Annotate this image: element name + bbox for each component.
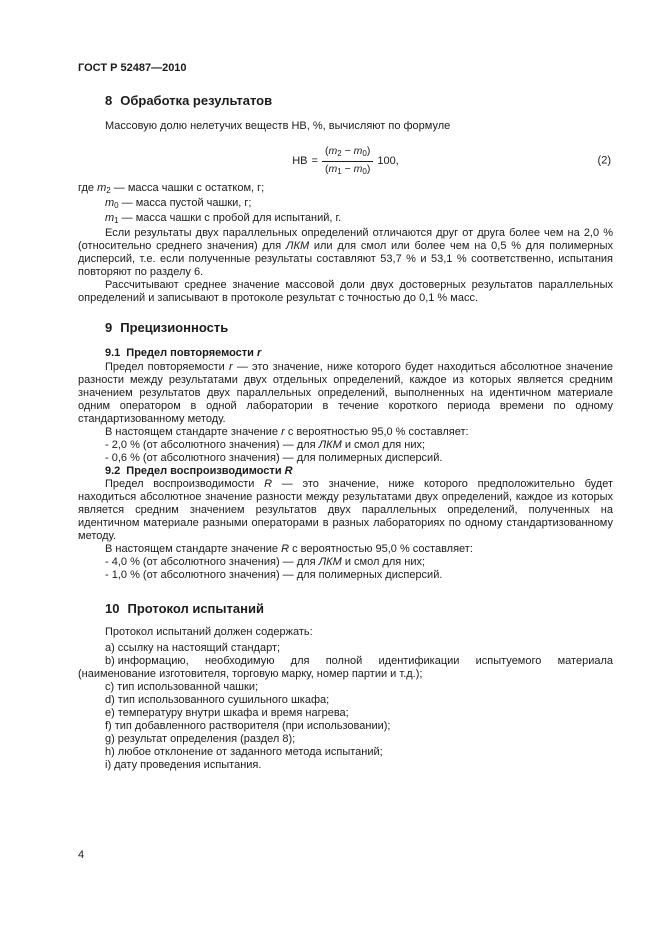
- protocol-item-a: a) ссылку на настоящий стандарт;: [105, 642, 281, 654]
- section-10-intro: Протокол испытаний должен содержать:: [105, 626, 313, 638]
- reproducibility-bullet-1: - 4,0 % (от абсолютного значения) — для ЛКМ и смол для них;: [105, 556, 426, 568]
- formula: [292, 145, 399, 178]
- section-9-1-heading: [78, 347, 613, 360]
- section-8-number: 8: [105, 93, 113, 108]
- formula-multiplier: 100,: [377, 154, 399, 167]
- protocol-item-c: c) тип использованной чашки;: [105, 681, 259, 693]
- formula-block: [78, 142, 613, 180]
- section-8-title: Обработка результатов: [120, 93, 273, 108]
- section-9-number: 9: [105, 320, 113, 335]
- protocol-item-i: i) дату проведения испытания.: [105, 759, 262, 771]
- reproducibility-bullet-2: - 1,0 % (от абсолютного значения) — для полимерных дисперсий.: [105, 569, 443, 581]
- section-9-heading: [78, 320, 613, 335]
- formula-equals-sign: =: [311, 154, 318, 167]
- formula-fraction: [322, 145, 373, 178]
- page-number: 4: [78, 849, 85, 861]
- section-9-1-number: 9.1: [105, 347, 121, 359]
- para-reproducibility: Предел воспроизводимости R — это значение, ниже которого предположительно будет находиться абсолютное значение разности между результатами двух определений, каждое из которых является средним значением результатов двух параллельных определений, полученных на идентичном материале разными операторами в разных лабораториях по одному стандартизованному методу.: [78, 478, 613, 542]
- formula-legend: [78, 182, 613, 227]
- formula-lhs: НВ: [292, 154, 308, 167]
- legend-line-m2: где $m_2$ — масса чашки с остатком, г;: [78, 182, 265, 195]
- section-9-1-title: Предел повторяемости r: [126, 347, 262, 359]
- para-average: Рассчитывают среднее значение массовой доли двух достоверных результатов параллельных определений и записывают в протоколе результат с точностью до 0,1 % масс.: [78, 279, 613, 304]
- repeatability-bullet-2: - 0,6 % (от абсолютного значения) — для полимерных дисперсий.: [105, 452, 443, 464]
- doc-header: ГОСТ Р 52487—2010: [78, 62, 187, 74]
- section-9-title: Прецизионность: [120, 320, 229, 335]
- protocol-items: [78, 642, 613, 772]
- protocol-item-g: g) результат определения (раздел 8);: [105, 733, 296, 745]
- protocol-item-d: d) тип использованного сушильного шкафа;: [105, 694, 330, 706]
- legend-line-m1: $m_1$ — масса чашки с пробой для испытаний, г.: [105, 212, 342, 225]
- section-9-2-number: 9.2: [105, 465, 121, 477]
- section-9-2-heading: [78, 465, 613, 478]
- formula-numerator: $(m_2 - m_0)$: [322, 145, 373, 162]
- repeatability-value-intro: В настоящем стандарте значение r с вероятностью 95,0 % составляет:: [105, 426, 469, 438]
- para-repeatability: Предел повторяемости r — это значение, ниже которого будет находиться абсолютное значение разности между результатами двух отдельных определений, каждое из которых является средним значением результатов двух параллельных определений, выполненных на идентичном материале одним оператором в одной лаборатории в течение короткого периода времени по одному стандартизованному методу.: [78, 361, 613, 425]
- equation-number: (2): [597, 154, 611, 167]
- section-8-intro: Массовую долю нелетучих веществ НВ, %, вычисляют по формуле: [105, 120, 451, 132]
- reproducibility-value-intro: В настоящем стандарте значение R с вероятностью 95,0 % составляет:: [105, 543, 473, 555]
- section-9-2-title: Предел воспроизводимости R: [126, 465, 293, 477]
- page-content: [78, 62, 613, 772]
- section-8-heading: [78, 93, 613, 108]
- protocol-item-b: b) информацию, необходимую для полной идентификации испытуемого материала (наименование изготовителя, торговую марку, номер партии и т.д.);: [78, 655, 613, 680]
- repeatability-bullet-1: - 2,0 % (от абсолютного значения) — для ЛКМ и смол для них;: [105, 439, 426, 451]
- legend-line-m0: $m_0$ — масса пустой чашки, г;: [105, 197, 252, 210]
- protocol-item-f: f) тип добавленного растворителя (при использовании);: [105, 720, 391, 732]
- section-10-number: 10: [105, 601, 120, 616]
- section-10-heading: [78, 601, 613, 616]
- formula-denominator: $(m_1 - m_0)$: [324, 162, 371, 176]
- para-discrepancy: Если результаты двух параллельных определений отличаются друг от друга более чем на 2,0 % (относительно среднего значения) для ЛКМ или для смол или более чем на 0,5 % для полимерных дисперсий, т.е. если полученные результаты составляют 53,7 % и 53,1 % соответственно, испытания повторяют по разделу 6.: [78, 227, 613, 278]
- section-10-title: Протокол испытаний: [127, 601, 264, 616]
- protocol-item-h: h) любое отклонение от заданного метода испытаний;: [105, 746, 383, 758]
- protocol-item-e: e) температуру внутри шкафа и время нагрева;: [105, 707, 349, 719]
